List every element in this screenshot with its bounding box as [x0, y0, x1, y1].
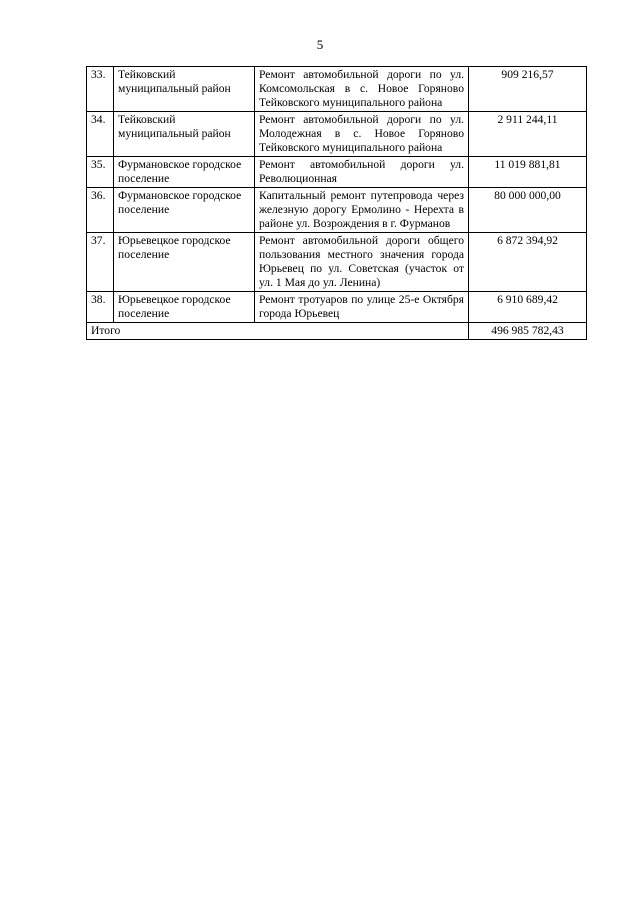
work-description: Ремонт тротуаров по улице 25-е Октября города Юрьевец	[255, 292, 469, 323]
amount: 80 000 000,00	[469, 188, 587, 233]
recipient-name: Тейковский муниципальный район	[114, 67, 255, 112]
amount: 909 216,57	[469, 67, 587, 112]
recipient-name: Фурмановское городское поселение	[114, 188, 255, 233]
row-number: 37.	[87, 233, 114, 292]
total-row	[87, 323, 587, 340]
work-description: Ремонт автомобильной дороги ул. Революционная	[255, 157, 469, 188]
row-number: 33.	[87, 67, 114, 112]
funding-table	[86, 66, 587, 340]
row-number: 36.	[87, 188, 114, 233]
recipient-name: Юрьевецкое городское поселение	[114, 233, 255, 292]
total-amount: 496 985 782,43	[469, 323, 587, 340]
work-description: Капитальный ремонт путепровода через железную дорогу Ермолино - Нерехта в районе ул. Возрождения в г. Фурманов	[255, 188, 469, 233]
work-description: Ремонт автомобильной дороги по ул. Комсомольская в с. Новое Горяново Тейковского муниципального района	[255, 67, 469, 112]
total-label: Итого	[87, 323, 469, 340]
amount: 6 872 394,92	[469, 233, 587, 292]
recipient-name: Юрьевецкое городское поселение	[114, 292, 255, 323]
row-number: 34.	[87, 112, 114, 157]
table-row	[87, 67, 587, 112]
amount: 2 911 244,11	[469, 112, 587, 157]
amount: 6 910 689,42	[469, 292, 587, 323]
work-description: Ремонт автомобильной дороги общего пользования местного значения города Юрьевец по ул. Советская (участок от ул. 1 Мая до ул. Ленина)	[255, 233, 469, 292]
row-number: 38.	[87, 292, 114, 323]
table-row	[87, 157, 587, 188]
table-row	[87, 188, 587, 233]
recipient-name: Фурмановское городское поселение	[114, 157, 255, 188]
table-row	[87, 112, 587, 157]
recipient-name: Тейковский муниципальный район	[114, 112, 255, 157]
table-row	[87, 233, 587, 292]
row-number: 35.	[87, 157, 114, 188]
work-description: Ремонт автомобильной дороги по ул. Молодежная в с. Новое Горяново Тейковского муниципального района	[255, 112, 469, 157]
amount: 11 019 881,81	[469, 157, 587, 188]
table-row	[87, 292, 587, 323]
page-number: 5	[316, 37, 324, 52]
